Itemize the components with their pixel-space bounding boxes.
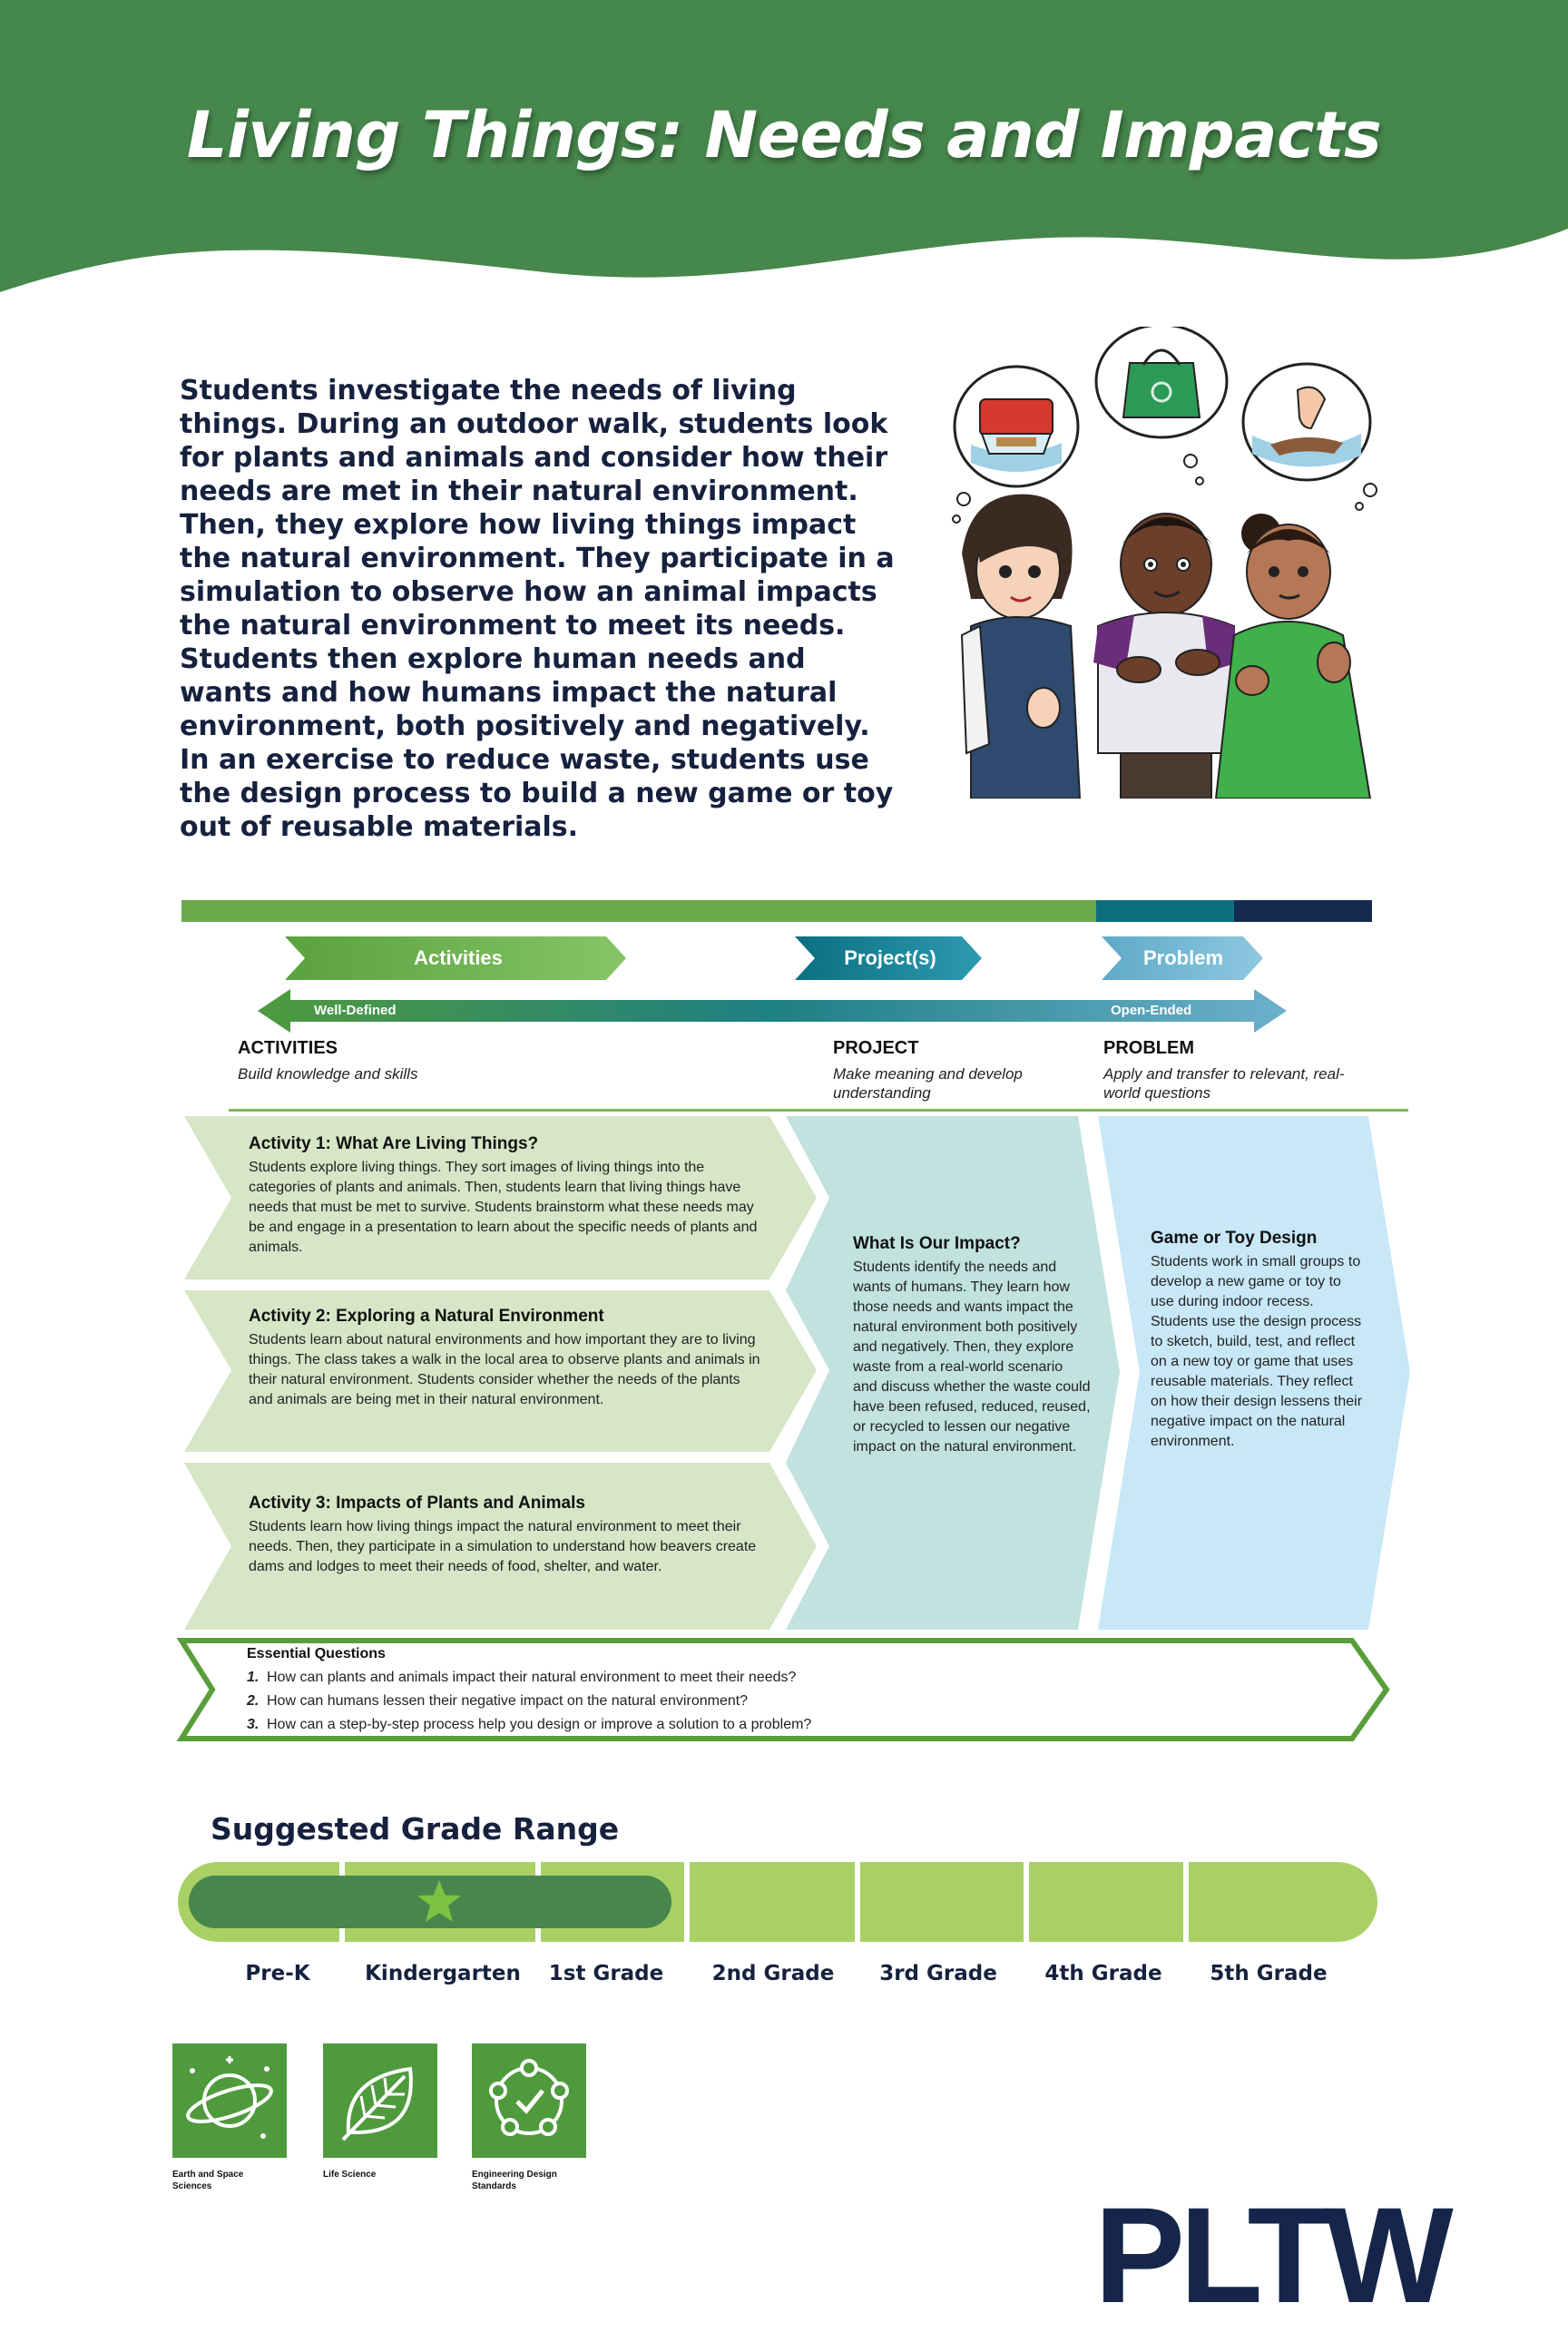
standard-label-earth-space: Earth and Space Sciences <box>172 2170 244 2191</box>
planet-icon <box>172 2043 287 2158</box>
grade-label-2nd: 2nd Grade <box>711 1962 835 1985</box>
standard-label-life-science: Life Science <box>323 2170 377 2180</box>
activity-1-description: Students explore living things. They sort images of living things into the categories of plants and animals. Then, students learn that living things have needs that must be met to survive. Students brainstorm what these needs may be and engage in a presentation to learn about the specific needs of plants and animals. <box>249 1160 758 1255</box>
activities-subheading: Build knowledge and skills <box>238 1065 418 1083</box>
project-subheading: Make meaning and develop understanding <box>833 1065 1023 1102</box>
activity-3-title: Activity 3: Impacts of Plants and Animals <box>249 1494 585 1513</box>
project-description: Students identify the needs and wants of humans. They learn how those needs and wants impact the natural environment both positively and negatively. Then, they explore waste from a real-world scenario and discuss whether the waste could have been refused, reduced, reused, or recycled to lessen our negative impact on the natural environment. <box>853 1259 1091 1455</box>
spectrum-right-end: Open-Ended <box>1111 1003 1192 1018</box>
leaf-icon <box>323 2043 437 2158</box>
activity-1-title: Activity 1: What Are Living Things? <box>249 1134 539 1153</box>
standard-label-engineering: Engineering Design Standards <box>472 2170 557 2191</box>
grade-label-kindergarten: Kindergarten <box>365 1962 521 1985</box>
activity-2-title: Activity 2: Exploring a Natural Environment <box>249 1307 604 1326</box>
essential-question-3: 3. How can a step-by-step process help you design or improve a solution to a problem? <box>247 1717 812 1732</box>
essential-question-2: 2. How can humans lessen their negative impact on the natural environment? <box>247 1693 749 1709</box>
spectrum-activities-label: Activities <box>414 946 503 969</box>
problem-heading: PROBLEM <box>1103 1038 1194 1058</box>
grade-range-title: Suggested Grade Range <box>211 1811 620 1847</box>
grade-separator <box>1024 1862 1029 1942</box>
spectrum-left-end: Well-Defined <box>314 1003 397 1018</box>
project-title: What Is Our Impact? <box>853 1234 1021 1253</box>
page-title: Living Things: Needs and Impacts <box>186 98 1382 172</box>
grade-separator <box>684 1862 690 1942</box>
problem-description: Students work in small groups to develop a new game or toy to use during indoor recess. Students use the design process to sketch, build, test, and reflect on a new toy or game that uses reusable materials. They reflect on how their design lessens their negative impact on the natural environment. <box>1151 1254 1363 1449</box>
grade-label-3rd: 3rd Grade <box>879 1962 997 1985</box>
grade-separator <box>855 1862 860 1942</box>
project-heading: PROJECT <box>833 1038 919 1058</box>
activity-3-description: Students learn how living things impact the natural environment to meet their needs. Then, they participate in a simulation to understand how beavers create dams and lodges to meet their needs of food, shelter, and water. <box>249 1519 757 1574</box>
problem-title: Game or Toy Design <box>1151 1229 1318 1248</box>
grade-label-4th: 4th Grade <box>1044 1962 1162 1985</box>
intro-paragraph: Students investigate the needs of living things. During an outdoor walk, students look for plants and animals and consider how their needs are met in their natural environment. Then, they explore how living things impact the natural environment. They participate in a simulation to observe how an animal impacts the natural environment to meet its needs. Students then explore human needs and wants and how humans impact the natural environment, both positively and negatively. In an exercise to reduce waste, students use the design process to build a new game or toy out of reusable materials. <box>180 375 895 843</box>
star-icon <box>416 1878 463 1926</box>
grade-separator <box>1183 1862 1189 1942</box>
spectrum-projects-label: Project(s) <box>844 946 936 969</box>
design-cycle-icon <box>472 2043 586 2158</box>
activity-2-description: Students learn about natural environments and how important they are to living things. The class takes a walk in the local area to observe plants and animals in their natural environment. Students consider whether the needs of the plants and animals are being met in their natural environment. <box>249 1332 760 1407</box>
essential-questions-title: Essential Questions <box>247 1646 386 1661</box>
grade-label-5th: 5th Grade <box>1210 1962 1328 1985</box>
essential-question-1: 1. How can plants and animals impact their natural environment to meet their needs? <box>247 1670 797 1685</box>
spectrum-problem-label: Problem <box>1142 946 1224 969</box>
problem-subheading: Apply and transfer to relevant, real-world questions <box>1103 1065 1345 1102</box>
grade-label-1st: 1st Grade <box>548 1962 664 1985</box>
pltw-logo: PLTW <box>1094 2179 1448 2331</box>
grade-label-pre-k: Pre-K <box>245 1962 310 1985</box>
activities-heading: ACTIVITIES <box>238 1038 338 1058</box>
